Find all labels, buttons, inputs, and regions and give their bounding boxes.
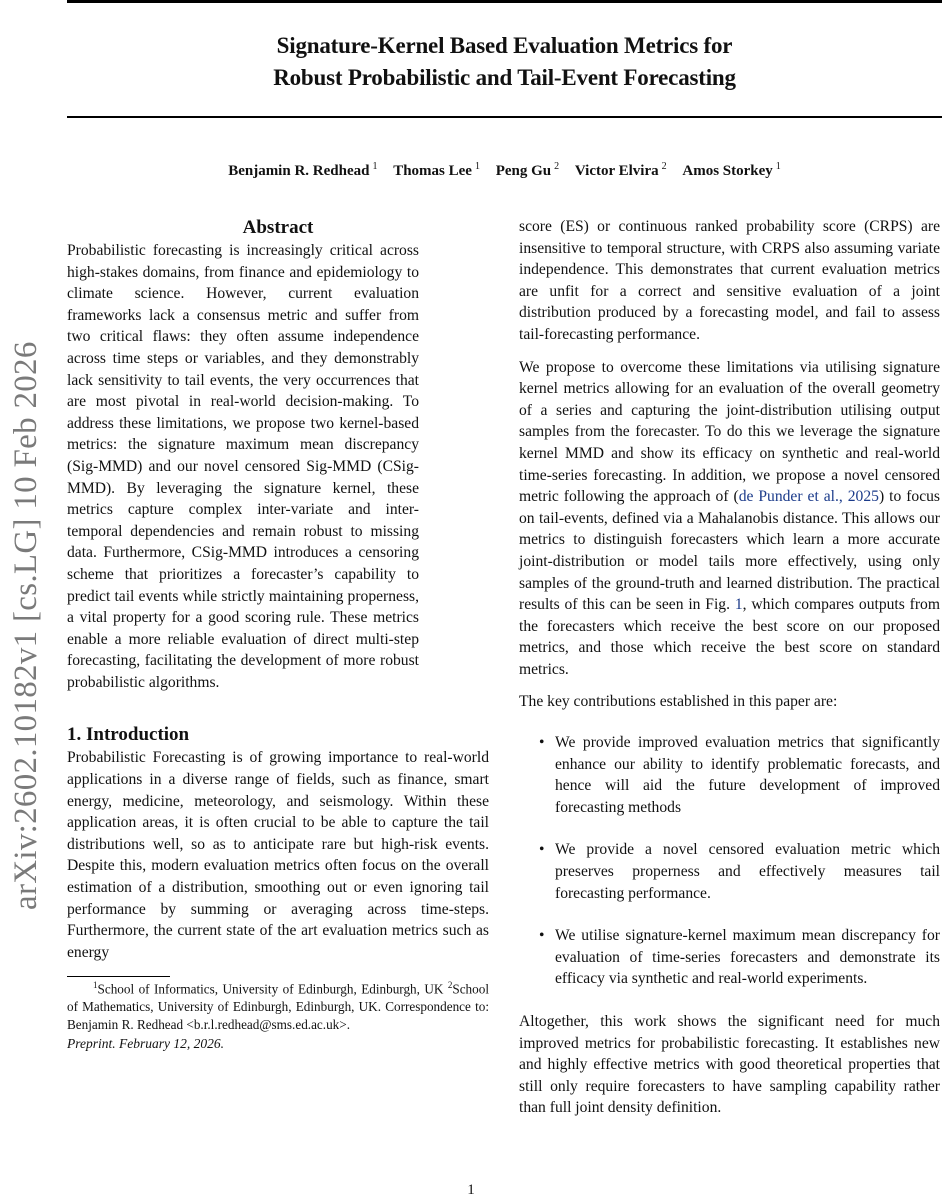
introduction-paragraph-1-continued: score (ES) or continuous ranked probability score (CRPS) are insensitive to temporal structure, with CRPS also assuming variate independence. This demonstrates that current evaluation metrics are unfit for a correct and sensitive evaluation of a joint distribution produced by a forecasting model, and fail to assess tail-forecasting performance. xyxy=(519,218,940,343)
list-item: • We provide improved evaluation metrics that significantly enhance our ability to identify problematic forecasts, and hence will aid the future development of improved forecasting methods xyxy=(539,734,940,816)
left-column xyxy=(67,216,489,1055)
closing-paragraph: Altogether, this work shows the significant need for much improved metrics for probabilistic forecasting. It establishes new and highly effective metrics with good theoretical properties that still only require forecasters to have sampling capability rather than full joint density definition. xyxy=(519,1013,940,1117)
abstract-heading: Abstract xyxy=(242,217,314,238)
title-line-1: Signature-Kernel Based Evaluation Metrics for xyxy=(276,33,733,58)
right-column xyxy=(519,216,940,1119)
author-list xyxy=(67,156,942,182)
author: Benjamin R. Redhead $^1$ xyxy=(228,161,378,179)
introduction-paragraph-1: Probabilistic Forecasting is of growing importance to real-world applications in a diverse range of fields, such as finance, smart energy, medicine, meteorology, and seismology. Within these application areas, it is often crucial to be able to capture the tail distributions well, so as to anticipate rare but high-risk events. Despite this, modern evaluation metrics often focus on the overall estimation of a distribution, smoothing out or even ignoring tail performance by summing or averaging across time-steps. Furthermore, the current state of the art evaluation metrics such as energy xyxy=(67,749,489,961)
author: Victor Elvira $^2$ xyxy=(574,161,667,179)
author: Peng Gu $^2$ xyxy=(495,161,560,179)
author: Thomas Lee $^1$ xyxy=(393,161,480,179)
author: Amos Storkey $^1$ xyxy=(682,161,781,179)
title-rule xyxy=(67,116,942,118)
contributions-intro: The key contributions established in this paper are: xyxy=(519,693,838,711)
bullet-icon: • xyxy=(539,927,545,945)
list-item: • We provide a novel censored evaluation metric which preserves properness and effectively measures tail forecasting performance. xyxy=(539,841,940,902)
top-rule xyxy=(67,0,942,3)
abstract-body: Probabilistic forecasting is increasingly critical across high-stakes domains, from finance and epidemiology to climate science. However, current evaluation frameworks lack a consensus metric and suffer from two critical flaws: they often assume independence across time steps or variables, and they demonstrably lack sensitivity to tail events, the very occurrences that are most pivotal in real-world decision-making. To address these limitations, we propose two kernel-based metrics: the signature maximum mean discrepancy (Sig-MMD) and our novel censored Sig-MMD (CSig-MMD). By leveraging the signature kernel, these metrics capture complex inter-variate and inter-temporal dependencies and remain robust to missing data. Furthermore, CSig-MMD introduces a censoring scheme that prioritizes a forecaster’s capability to predict tail events while strictly maintaining properness, a vital property for a good scoring rule. These metrics enable a more reliable evaluation of direct multi-step forecasting, facilitating the development of more robust probabilistic algorithms. xyxy=(67,242,419,691)
bullet-icon: • xyxy=(539,841,545,859)
paper-title xyxy=(67,30,942,94)
introduction-heading: 1. Introduction xyxy=(67,724,190,746)
contributions-list xyxy=(519,732,940,990)
page-number: 1 xyxy=(467,1182,475,1198)
title-line-2: Robust Probabilistic and Tail-Event Forecasting xyxy=(273,65,736,90)
bullet-icon: • xyxy=(539,734,545,752)
citation-link[interactable]: de Punder et al., 2025 xyxy=(738,488,879,506)
introduction-paragraph-2: We propose to overcome these limitations via utilising signature kernel metrics allowing for an evaluation of the overall geometry of a series and capturing the joint-distribution utilising output samples from the forecaster. To do this we leverage the signature kernel MMD and show its efficacy on synthetic and real-world time-series forecasting. In addition, we propose a novel censored metric following the approach of (de Punder et al., 2025) to focus on tail-events, defined via a Mahalanobis distance. This allows our metrics to distinguish forecasters which learn a more accurate joint-distribution or model tails more effectively, using only samples of the ground-truth and learned distribution. The practical results of this can be seen in Fig. 1, which compares outputs from the forecasters which receive the best score on our proposed metrics, and those which receive the best score on standard metrics. xyxy=(519,358,940,678)
preprint-notice: Preprint. February 12, 2026. xyxy=(67,1036,224,1052)
arxiv-stamp[interactable]: arXiv:2602.10182v1 [cs.LG] 10 Feb 2026 xyxy=(8,341,44,910)
figure-link[interactable]: 1 xyxy=(734,596,743,614)
affiliation-footnote: $^1$School of Informatics, University of Edinburgh, Edinburgh, UK $^2$School of Mathematics, University of Edinburgh, Edinburgh, UK. Correspondence to: Benjamin R. Redhead <b.r.l.redhead@sms.ed.ac.uk>. xyxy=(67,980,489,1032)
list-item: • We utilise signature-kernel maximum mean discrepancy for evaluation of time-series forecasters and demonstrate its efficacy via synthetic and real-world experiments. xyxy=(539,927,940,988)
